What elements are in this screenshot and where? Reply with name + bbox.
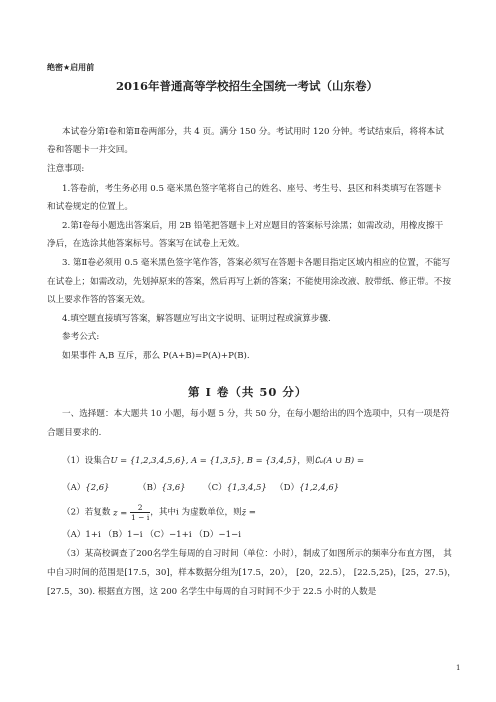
note-3-line-1: 3. 第Ⅱ卷必须用 0.5 毫米黑色签字笔作答，答案必须写在答题卡各题目指定区域内相应的位置，不能写 [62, 258, 451, 268]
q1-option-b-label: （B） [138, 483, 162, 493]
q2-middle: ，其中i 为虚数单位，则 [150, 507, 242, 518]
q3-line-3: [27.5，30). 根据直方图，这 200 名学生中每周的自习时间不少于 22.5 小时的人数是 [47, 587, 377, 597]
notes-heading: 注意事项: [47, 164, 85, 174]
note-3-line-3: 以上要求作答的答案无效。 [47, 295, 151, 305]
q2-zbar: z̄ [241, 507, 247, 518]
q1-option-d [275, 481, 339, 494]
q1-option-a [62, 481, 109, 494]
q1-prefix: （1）设集合 [62, 456, 111, 466]
question-1 [62, 454, 364, 467]
question-2 [62, 503, 256, 522]
q1-middle: ，则 [297, 456, 315, 466]
q1-suffix: = [354, 456, 365, 466]
confidential-label: 绝密★启用前 [47, 63, 95, 72]
section-1-desc-line-2: 合题目要求的. [47, 428, 102, 438]
section-1-desc-line-1: 一、选择题：本大题共 10 小题，每小题 5 分，共 50 分，在每小题给出的四个选项中，只有一项是符 [62, 409, 450, 419]
q1-option-a-value: {2,6} [85, 482, 110, 492]
q2-z: z = [113, 507, 128, 518]
note-1-line-2: 和试卷规定的位置上。 [47, 202, 133, 212]
section-1-title: 第 Ⅰ 卷（共 50 分） [188, 385, 308, 399]
page-number: 1 [456, 664, 461, 672]
q1-option-d-value: {1,2,4,6} [299, 482, 340, 492]
q3-line-1: （3）某高校调查了200名学生每周的自习时间（单位：小时），制成了如图所示的频率分布直方图， 其 [62, 549, 452, 559]
q1-option-b-value: {3,6} [161, 482, 186, 492]
note-3-line-2: 在试卷上；如需改动，先划掉原来的答案，然后再写上新的答案；不能使用涂改液、胶带纸、修正带。不按 [47, 277, 451, 287]
q2-prefix: （2）若复数 [62, 507, 111, 518]
q1-option-c-label: （C） [203, 483, 227, 493]
formula-line: 如果事件 A,B 互斥，那么 P(A+B)=P(A)+P(B). [62, 351, 250, 361]
q1-option-b [138, 481, 186, 494]
q2-options: （A）1+i （B）1−i （C）−1+i （D）−1−i [62, 530, 242, 540]
q1-option-a-label: （A） [62, 483, 86, 493]
q1-complement: ∁ᵤ(A ∪ B) [314, 455, 355, 465]
intro-line-1: 本试卷分第Ⅰ卷和第Ⅱ卷两部分，共 4 页。满分 150 分。考试用时 120 分钟。考试结束后，将将本试 [62, 127, 444, 137]
q1-option-c-value: {1,3,4,5} [226, 482, 267, 492]
note-2-line-1: 2.第Ⅰ卷每小题选出答案后，用 2B 铅笔把答题卡上对应题目的答案标号涂黑；如需改动，用橡皮擦干 [62, 221, 444, 231]
q2-fraction-numerator: 2 [130, 503, 150, 513]
note-2-line-2: 净后，在选涂其他答案标号。答案写在试卷上无效。 [47, 239, 245, 249]
note-1-line-1: 1.答卷前，考生务必用 0.5 毫米黑色签字笔将自己的姓名、座号、考生号、县区和科类填写在答题卡 [62, 184, 442, 194]
q2-fraction [130, 503, 150, 522]
q2-fraction-denominator: 1 − i [131, 513, 150, 522]
formula-heading: 参考公式: [62, 332, 100, 342]
q2-suffix: = [246, 507, 257, 518]
q1-sets: U = {1,2,3,4,5,6}, A = {1,3,5}, B = {3,4,5} [110, 455, 298, 465]
q1-option-d-label: （D） [275, 483, 300, 493]
exam-title: 2016年普通高等学校招生全国统一考试（山东卷） [116, 79, 379, 93]
intro-line-2: 卷和答题卡一并交回。 [47, 145, 133, 155]
q1-option-c [203, 481, 267, 494]
q3-line-2: 中自习时间的范围是[17.5，30]，样本数据分组为[17.5，20）， [20，22.5）， [22.5,25)，[25，27.5)， [47, 568, 456, 578]
note-4-line-1: 4.填空题直接填写答案，解答题应写出文字说明、证明过程或演算步骤. [62, 314, 331, 324]
